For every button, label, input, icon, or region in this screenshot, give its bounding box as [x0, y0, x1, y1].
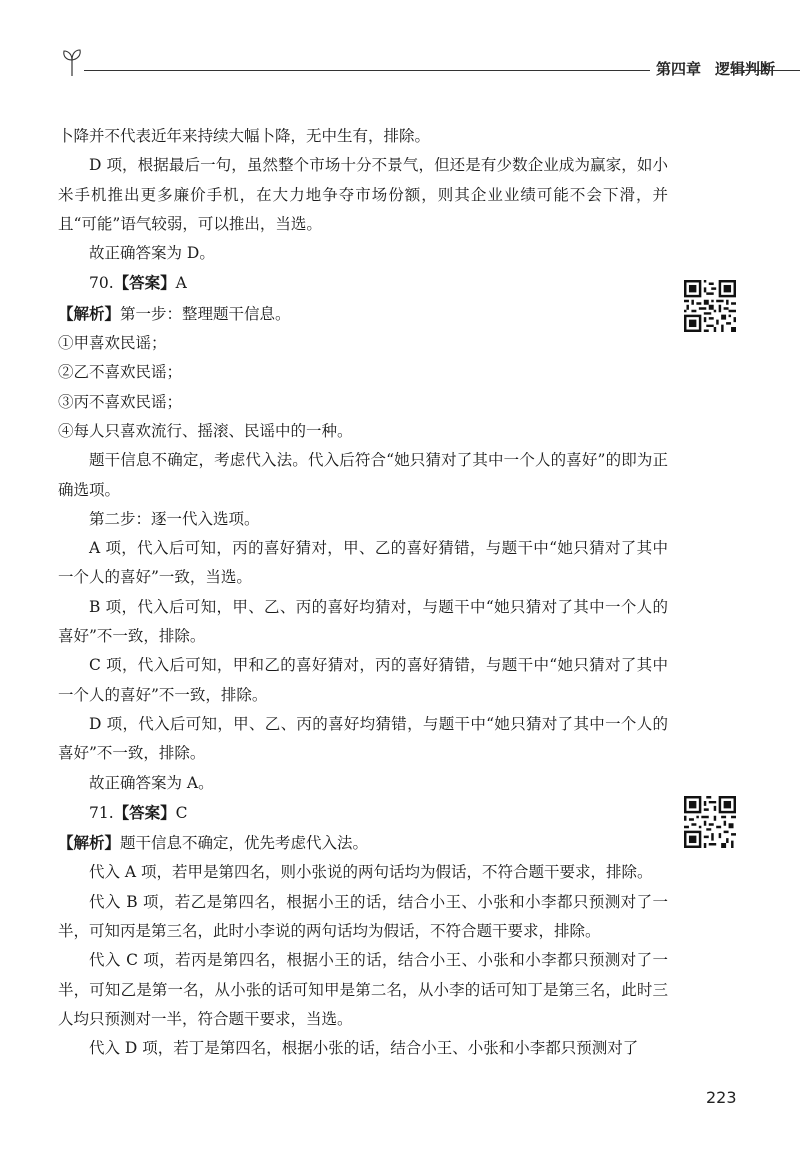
- qr-code-icon: [684, 796, 736, 848]
- section-title: 逻辑判断: [715, 60, 776, 78]
- answer-tag: 【答案】: [113, 273, 176, 293]
- paragraph: D 项，根据最后一句，虽然整个市场十分不景气，但还是有少数企业成为赢家，如小米手机推出更多廉价手机，在大力地争夺市场份额，则其企业业绩可能不会下滑，并且“可能”语气较弱，可以推出，当选。: [58, 156, 668, 233]
- page-number: 223: [706, 1088, 737, 1107]
- question-number: 70.: [89, 274, 114, 293]
- qr-code-icon: [684, 280, 736, 332]
- header-rule-right: [740, 70, 800, 71]
- paragraph: 第二步：逐一代入选项。: [89, 509, 260, 528]
- analysis-text: 题干信息不确定，优先考虑代入法。: [120, 834, 369, 853]
- question-number: 71.: [89, 803, 114, 822]
- paragraph: 故正确答案为 A。: [89, 773, 214, 792]
- paragraph: 代入 C 项，若丙是第四名，根据小王的话，结合小王、小张和小李都只预测对了一半，可知乙是第一名，从小张的话可知甲是第二名，从小李的话可知丁是第三名，此时三人均只预测对一半，符合题干要求，当选。: [58, 951, 668, 1028]
- paragraph: 代入 D 项，若丁是第四名，根据小张的话，结合小王、小张和小李都只预测对了: [89, 1039, 639, 1058]
- paragraph: D 项，代入后可知，甲、乙、丙的喜好均猜错，与题干中“她只猜对了其中一个人的喜好”不一致，排除。: [58, 714, 668, 763]
- paragraph: 代入 B 项，若乙是第四名，根据小王的话，结合小王、小张和小李都只预测对了一半，可知丙是第三名，此时小李说的两句话均为假话，不符合题干要求，排除。: [58, 892, 668, 941]
- paragraph: ③丙不喜欢民谣；: [58, 392, 183, 411]
- paragraph: 卜降并不代表近年来持续大幅卜降，无中生有，排除。: [58, 127, 431, 145]
- running-header: [60, 48, 800, 84]
- analysis-text: 第一步：整理题干信息。: [120, 304, 291, 323]
- page-body: [58, 122, 668, 1064]
- chapter-title: [656, 58, 775, 79]
- answer-line-71: [58, 798, 668, 828]
- sprout-leaf-icon: [60, 48, 86, 78]
- paragraph: ②乙不喜欢民谣；: [58, 363, 183, 382]
- chapter-number: 第四章: [656, 60, 702, 78]
- answer-line-70: [58, 268, 668, 298]
- analysis-line: [58, 828, 668, 858]
- paragraph: A 项，代入后可知，丙的喜好猜对，甲、乙的喜好猜错，与题干中“她只猜对了其中一个人的喜好”一致，当选。: [58, 539, 668, 587]
- analysis-line: [58, 299, 668, 329]
- paragraph: B 项，代入后可知，甲、乙、丙的喜好均猜对，与题干中“她只猜对了其中一个人的喜好”不一致，排除。: [58, 597, 668, 646]
- paragraph: 故正确答案为 D。: [89, 244, 215, 263]
- analysis-tag: 【解析】: [58, 833, 121, 853]
- header-rule-left: [84, 70, 650, 71]
- answer-value: C: [175, 803, 188, 822]
- answer-value: A: [175, 274, 187, 293]
- paragraph: ①甲喜欢民谣；: [58, 334, 167, 353]
- paragraph: 题干信息不确定，考虑代入法。代入后符合“她只猜对了其中一个人的喜好”的即为正确选项。: [58, 451, 668, 499]
- paragraph: C 项，代入后可知，甲和乙的喜好猜对，丙的喜好猜错，与题干中“她只猜对了其中一个人的喜好”不一致，排除。: [58, 656, 668, 704]
- analysis-tag: 【解析】: [58, 303, 121, 323]
- answer-tag: 【答案】: [113, 802, 176, 822]
- paragraph: ④每人只喜欢流行、摇滚、民谣中的一种。: [58, 421, 353, 440]
- paragraph: 代入 A 项，若甲是第四名，则小张说的两句话均为假话，不符合题干要求，排除。: [89, 863, 653, 882]
